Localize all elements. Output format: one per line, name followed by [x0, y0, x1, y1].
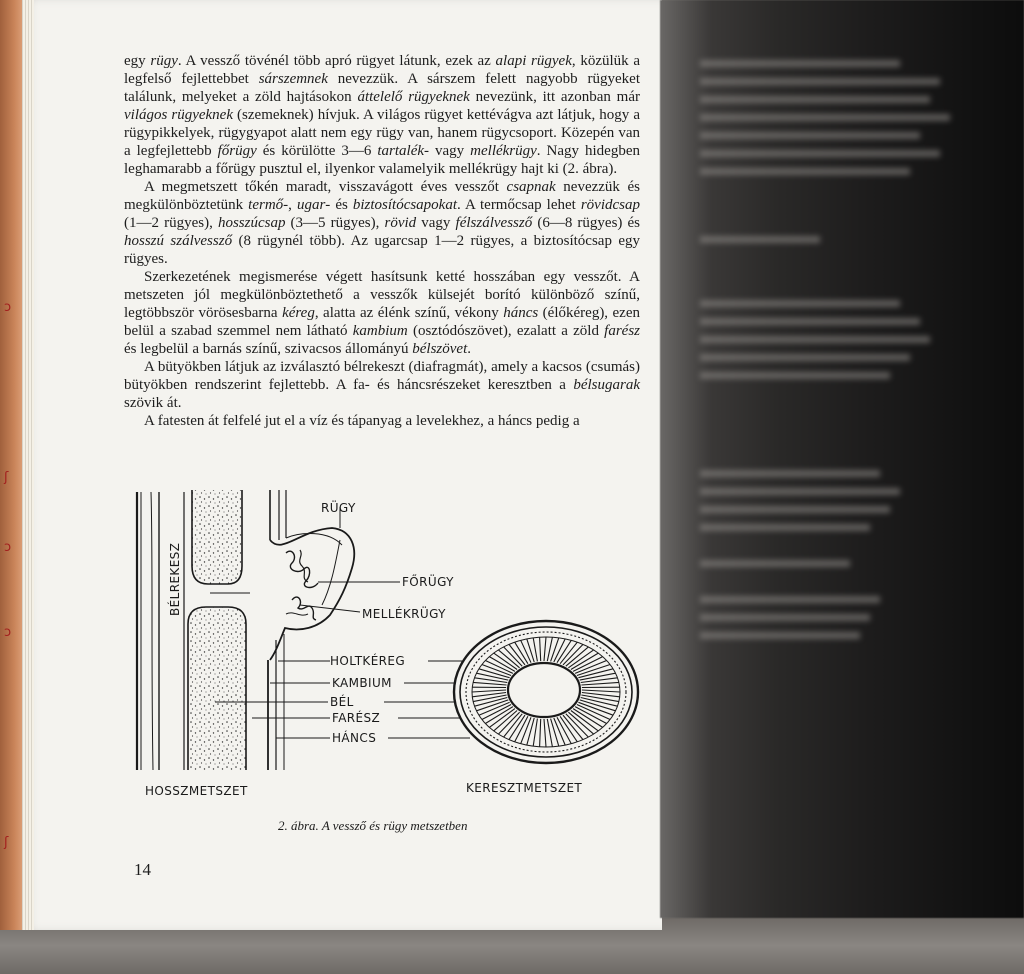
emphasis-term: hosszú szálvessző	[124, 233, 233, 249]
emphasis-term: csapnak	[506, 179, 556, 195]
emphasis-term: főrügy	[217, 143, 257, 159]
text-run: A bütyökben látjuk az izválasztó bélrekeszt (diafragmát), amely a kacsos (csumás) bütyökben rendszerint fejlettebb. A fa- és háncsrészeket keresztben a	[124, 359, 640, 393]
emphasis-term: hosszúcsap	[217, 215, 286, 231]
emphasis-term: termő	[248, 197, 284, 213]
text-run: nevezünk, itt azonban már	[469, 89, 640, 105]
text-run: - és	[325, 197, 353, 213]
emphasis-term: bélszövet	[412, 341, 468, 357]
text-run: (1—2 rügyes),	[124, 215, 218, 231]
emphasis-term: rügy	[150, 53, 178, 69]
text-run: vagy	[416, 215, 456, 231]
text-run: A fatesten át felfelé jut el a víz és tápanyag a levelekhez, a háncs pedig a	[144, 413, 580, 429]
text-run: , közülük a legfelső fejlettebbet	[124, 53, 640, 87]
text-run: (6—8 rügyes) és	[532, 215, 640, 231]
text-run: .	[467, 341, 471, 357]
text-run: és legbelül a barnás színű, szivacsos állományú	[124, 341, 413, 357]
text-run: (osztódószövet), ezalatt a zöld	[407, 323, 605, 339]
emphasis-term: kambium	[352, 323, 408, 339]
cross-section-drawing	[454, 621, 638, 763]
text-run: . Nagy hidegben leghamarabb a főrügy pusztul el, ilyenkor valamelyik mellékrügy hajt ki (2. ábra).	[124, 143, 640, 177]
text-run: nevezzük és megkülönböztetünk	[124, 179, 640, 213]
label-bel: BÉL	[330, 695, 354, 709]
text-run: . A vessző tövénél több apró rügyet látunk, ezek az	[177, 53, 496, 69]
emphasis-term: félszálvessző	[455, 215, 533, 231]
emphasis-term: áttelelő rügyeknek	[357, 89, 470, 105]
text-run: - vagy	[424, 143, 471, 159]
text-run: , alatta az élénk színű, vékony	[314, 305, 504, 321]
emphasis-term: világos rügyeknek	[124, 107, 233, 123]
emphasis-term: alapi rügyek	[495, 53, 572, 69]
text-run: szövik át.	[124, 395, 182, 411]
label-holtkereg: HOLTKÉREG	[330, 654, 406, 668]
figure-caption: 2. ábra. A vessző és rügy metszetben	[278, 818, 468, 833]
title-long-section: HOSSZMETSZET	[145, 784, 248, 798]
text-run: (3—5 rügyes),	[285, 215, 385, 231]
text-run: A megmetszett tőkén maradt, visszavágott éves vesszőt	[144, 179, 507, 195]
book-cover-edge: ↄ ʃ ɔ ɔ ʃ	[0, 0, 26, 930]
emphasis-term: rövidcsap	[580, 197, 640, 213]
text-run: . A termőcsap lehet	[457, 197, 581, 213]
emphasis-term: ugar	[296, 197, 326, 213]
emphasis-term: bélsugarak	[573, 377, 640, 393]
label-belrekesz: BÉLREKESZ	[168, 542, 182, 616]
emphasis-term: biztosítócsapokat	[352, 197, 458, 213]
text-run: egy	[124, 53, 151, 69]
text-run: (élőkéreg), ezen belül a szabad szemmel nem látható	[124, 305, 640, 339]
label-kambium: KAMBIUM	[332, 676, 392, 690]
text-run: nevezzük. A sárszem felett nagyobb rügyeket találunk, melyeket a zöld hajtásokon	[124, 71, 640, 105]
text-run: -,	[283, 197, 297, 213]
emphasis-term: kéreg	[282, 305, 315, 321]
emphasis-term: sárszemnek	[258, 71, 328, 87]
label-hancs: HÁNCS	[332, 731, 377, 745]
emphasis-term: rövid	[384, 215, 417, 231]
text-run: (szemeknek) hívjuk. A világos rügyet kettévágva azt látjuk, hogy a rügypikkelyek, rügygyapot alatt nem egy rügy van, hanem rügycsoport. Közepén van a legfejlettebb	[124, 107, 640, 159]
text-run: Szerkezetének megismerése végett hasítsunk ketté hosszában egy vesszőt. A metszeten jól megkülönböztethető a vesszők külsejét borító különböző színű, legtöbbször vörösesbarna	[124, 269, 640, 321]
text-run: és körülötte 3—6	[256, 143, 378, 159]
title-cross-section: KERESZTMETSZET	[466, 781, 583, 795]
label-rugy: RÜGY	[321, 501, 356, 515]
label-mellekrugy: MELLÉKRÜGY	[362, 607, 446, 621]
text-run: (8 rügynél több). Az ugarcsap 1—2 rügyes, a biztosítócsap egy rügyes.	[124, 233, 640, 267]
page-number: 14	[134, 860, 151, 879]
emphasis-term: mellékrügy	[470, 143, 537, 159]
label-forugy: FŐRÜGY	[402, 575, 454, 589]
label-faresz: FARÉSZ	[332, 711, 381, 725]
emphasis-term: farész	[604, 323, 641, 339]
emphasis-term: háncs	[503, 305, 539, 321]
emphasis-term: tartalék	[377, 143, 425, 159]
